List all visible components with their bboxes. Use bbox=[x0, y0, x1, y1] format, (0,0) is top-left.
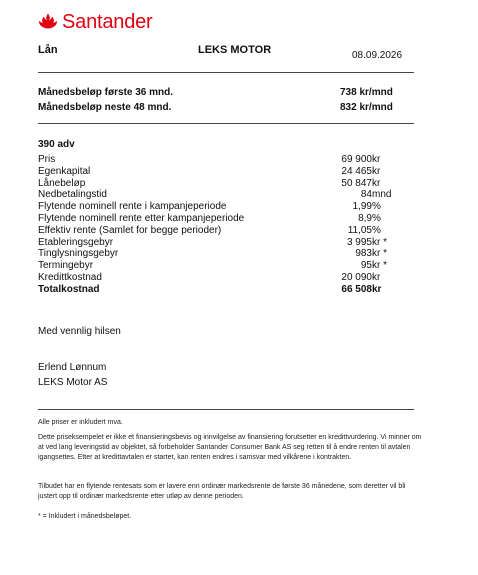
spec-row bbox=[38, 189, 398, 201]
spec-value: 69 900 bbox=[341, 154, 372, 165]
spec-unit: kr bbox=[372, 283, 382, 295]
spec-row bbox=[38, 225, 398, 237]
divider bbox=[38, 123, 414, 124]
spec-row bbox=[38, 248, 398, 260]
spec-unit: % bbox=[372, 224, 381, 236]
spec-unit: kr bbox=[372, 271, 381, 283]
spec-row bbox=[38, 260, 398, 272]
spec-unit: kr bbox=[372, 165, 381, 177]
document-type: Lån bbox=[38, 44, 58, 56]
spec-value: 50 847 bbox=[341, 177, 372, 189]
spec-value: 3 995 bbox=[346, 236, 372, 248]
disclaimer-text: Tilbudet har en flytende rentesats som er lavere enn ordinær markedsrente de første 36 månedene, som deretter vil bli justert opp til ordinær markedsrente etter utløp av denne perioden. bbox=[38, 483, 406, 500]
disclaimer-text: Alle priser er inkludert mva. bbox=[38, 419, 123, 426]
spec-value: 84 bbox=[360, 189, 372, 201]
signer-company: LEKS Motor AS bbox=[38, 377, 108, 388]
document-date: 08.09.2026 bbox=[352, 50, 403, 61]
spec-unit: % bbox=[372, 201, 381, 213]
dealer-name: LEKS MOTOR bbox=[198, 44, 272, 56]
spec-unit: kr * bbox=[372, 260, 387, 272]
spec-value: 66 508 bbox=[341, 283, 372, 295]
monthly-payment-label: Månedsbeløp neste 48 mnd. bbox=[38, 102, 172, 113]
disclaimer-text: Dette priseksempelet er ikke et finansieringsbevis og innvilgelse av finansiering forutsetter en kredittvurdering. Vi minner om at ved lang leveringstid av objektet, så forbeholder Santander Consumer Bank AS seg retten til å endre renten til avtalen igangsettes. Etter at kredittavtalen er startet, kan renten endres i samsvar med vilkårene i kontrakten. bbox=[38, 434, 422, 461]
spec-value: 24 465 bbox=[341, 165, 372, 177]
brand-name: Santander bbox=[62, 10, 153, 33]
spec-label: Termingebyr bbox=[38, 260, 94, 272]
divider bbox=[38, 409, 414, 410]
spec-row bbox=[38, 213, 398, 225]
spec-unit: kr bbox=[372, 177, 381, 189]
spec-unit: kr * bbox=[372, 248, 387, 260]
footnote-text: * = Inkludert i månedsbeløpet. bbox=[38, 513, 132, 520]
model-name: 390 adv bbox=[38, 139, 75, 150]
spec-value: 20 090 bbox=[341, 271, 372, 283]
spec-row bbox=[38, 237, 398, 249]
spec-unit: kr bbox=[372, 154, 381, 165]
flame-icon bbox=[38, 12, 58, 32]
spec-label: Kredittkostnad bbox=[38, 271, 102, 283]
monthly-payment-label: Månedsbeløp første 36 mnd. bbox=[38, 87, 174, 98]
spec-label: Lånebeløp bbox=[38, 177, 86, 189]
signer-name: Erlend Lønnum bbox=[38, 362, 107, 373]
total-cost-row bbox=[38, 284, 398, 296]
spec-row bbox=[38, 201, 398, 213]
divider bbox=[38, 72, 414, 73]
spec-value: 1,99 bbox=[352, 201, 372, 213]
spec-label: Totalkostnad bbox=[38, 283, 100, 295]
spec-label: Flytende nominell rente i kampanjeperiode bbox=[38, 201, 227, 213]
santander-logo bbox=[38, 10, 153, 34]
loan-spec-table bbox=[38, 154, 398, 296]
closing-greeting: Med vennlig hilsen bbox=[38, 326, 121, 337]
spec-value: 8,9 bbox=[358, 212, 372, 224]
spec-label: Nedbetalingstid bbox=[38, 189, 107, 201]
spec-row bbox=[38, 166, 398, 178]
spec-label: Effektiv rente (Samlet for begge perioder) bbox=[38, 224, 222, 236]
spec-row bbox=[38, 154, 398, 166]
spec-value: 95 bbox=[360, 260, 372, 272]
spec-unit: kr * bbox=[372, 236, 387, 248]
spec-unit: mnd bbox=[372, 189, 392, 201]
spec-label: Flytende nominell rente etter kampanjeperiode bbox=[38, 212, 245, 224]
monthly-payment-value: 738 kr/mnd bbox=[340, 87, 393, 98]
spec-label: Egenkapital bbox=[38, 165, 91, 177]
spec-row bbox=[38, 178, 398, 190]
monthly-payment-value: 832 kr/mnd bbox=[340, 102, 393, 113]
spec-row bbox=[38, 272, 398, 284]
spec-label: Pris bbox=[38, 154, 56, 165]
spec-label: Tinglysningsgebyr bbox=[38, 248, 119, 260]
spec-unit: % bbox=[372, 212, 381, 224]
spec-label: Etableringsgebyr bbox=[38, 236, 114, 248]
spec-value: 983 bbox=[355, 248, 372, 260]
spec-value: 11,05 bbox=[347, 224, 372, 236]
